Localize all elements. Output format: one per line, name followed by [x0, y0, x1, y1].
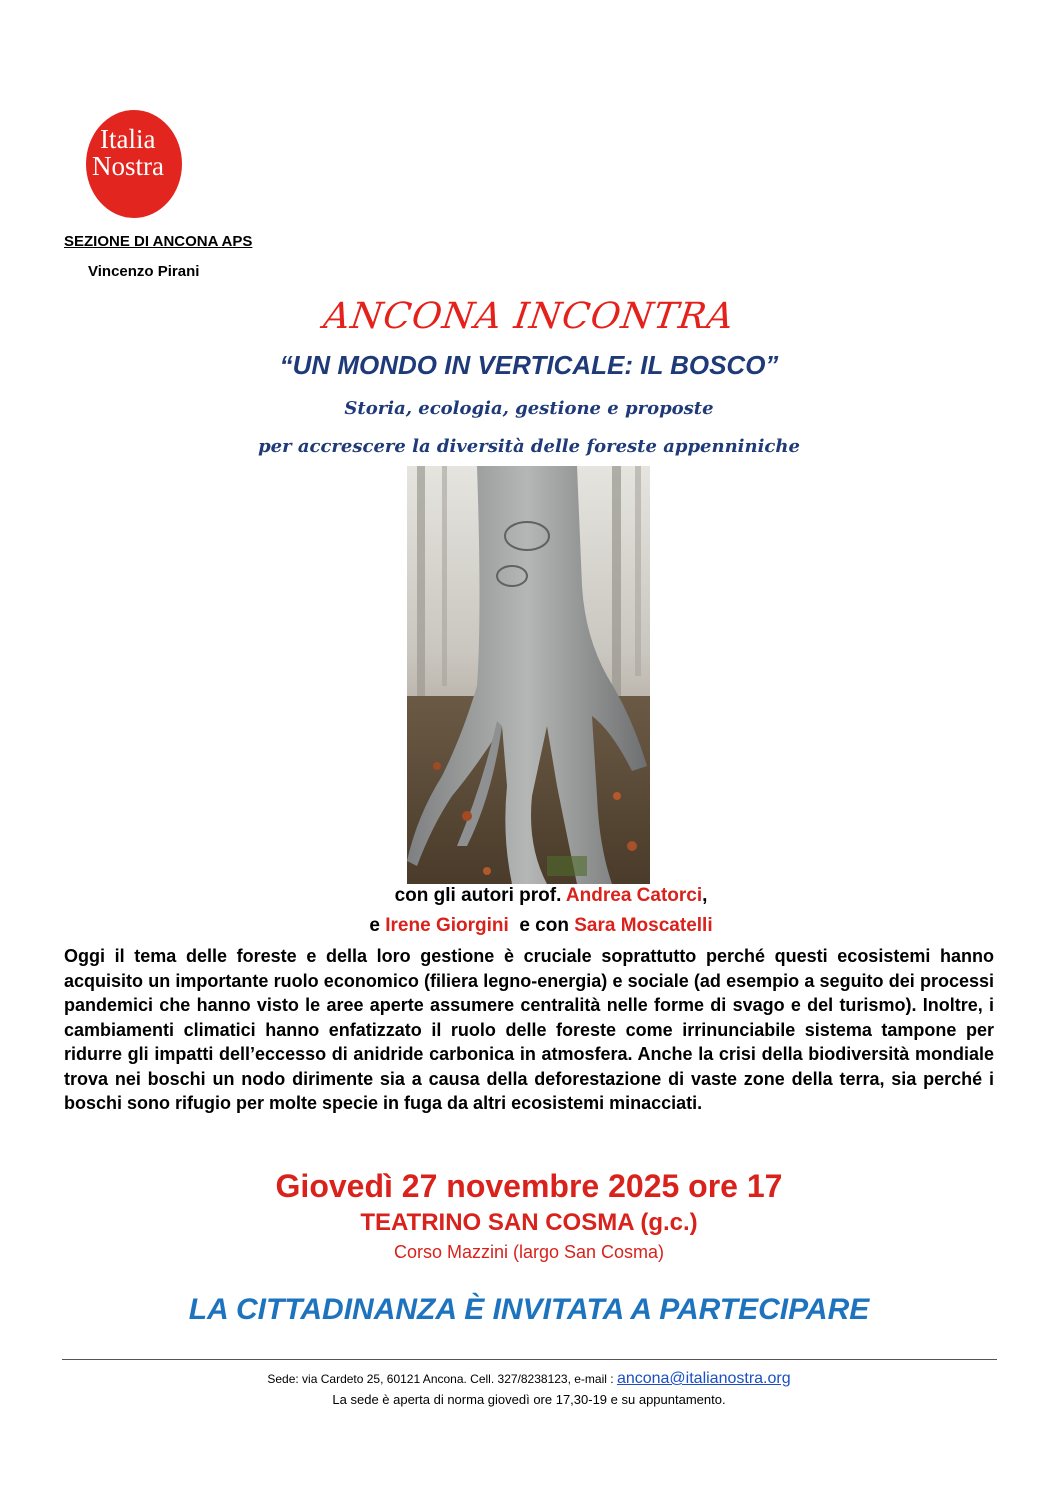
author-name-2: Irene Giorgini [385, 915, 509, 936]
footer-contact-text: Sede: via Cardeto 25, 60121 Ancona. Cell. 327/8238123, e-mail : [267, 1372, 617, 1386]
section-title: SEZIONE DI ANCONA APS [64, 233, 253, 250]
footer-divider [62, 1359, 997, 1360]
author-name-1: Andrea Catorci [565, 885, 703, 906]
authors-and-with: e con [508, 915, 575, 936]
authors-line-1 [22, 885, 1058, 907]
invitation-banner: LA CITTADINANZA È INVITATA A PARTECIPARE [188, 1293, 870, 1326]
tagline-line-2: per accrescere la diversità delle foreste appenniniche [258, 436, 800, 457]
authors-comma: , [702, 885, 708, 906]
email-link[interactable]: ancona@italianostra.org [616, 1370, 791, 1387]
event-description: Oggi il tema delle foreste e della loro gestione è cruciale soprattutto perché questi ecosistemi hanno acquisito un importante ruolo economico (filiera legno-energia) e sociale (ad esempio a seguito dei processi pandemici che hanno visto le aree aperte assumere centralità nelle forme di svago e del turismo). Inoltre, i cambiamenti climatici hanno enfatizzato il ruolo delle foreste come irrinunciabile sistema tampone per ridurre gli impatti dell’eccesso di anidride carbonica in atmosfera. Anche la crisi della biodiversità mondiale trova nei boschi un nodo dirimente sia a causa della deforestazione di vaste zone della terra, sia perché i boschi sono rifugio per molte specie in fuga da altri ecosistemi minacciati. [64, 946, 994, 1113]
authors-line-2 [12, 915, 1058, 937]
author-name-3: Sara Moscatelli [574, 915, 713, 936]
event-venue: TEATRINO SAN COSMA (g.c.) [360, 1209, 698, 1236]
tree-trunk-photo [407, 466, 650, 884]
authors-and: e [369, 915, 386, 936]
logo-line-2: Nostra [92, 151, 164, 181]
authors-prefix: con gli autori prof. [394, 885, 566, 906]
logo-line-1: Italia [100, 124, 156, 154]
tagline-line-1: Storia, ecologia, gestione e proposte [344, 398, 714, 419]
footer-hours: La sede è aperta di norma giovedì ore 17,30-19 e su appuntamento. [332, 1392, 726, 1407]
footer-contact [0, 1370, 1058, 1388]
event-series-title: ANCONA INCONTRA [321, 296, 737, 337]
italia-nostra-logo [86, 110, 183, 220]
president-name: Vincenzo Pirani [88, 263, 200, 280]
tree-trunk-roots-illustration [407, 466, 650, 884]
event-title: “UN MONDO IN VERTICALE: IL BOSCO” [279, 350, 779, 380]
event-address: Corso Mazzini (largo San Cosma) [393, 1242, 665, 1262]
event-date: Giovedì 27 novembre 2025 ore 17 [275, 1168, 783, 1204]
